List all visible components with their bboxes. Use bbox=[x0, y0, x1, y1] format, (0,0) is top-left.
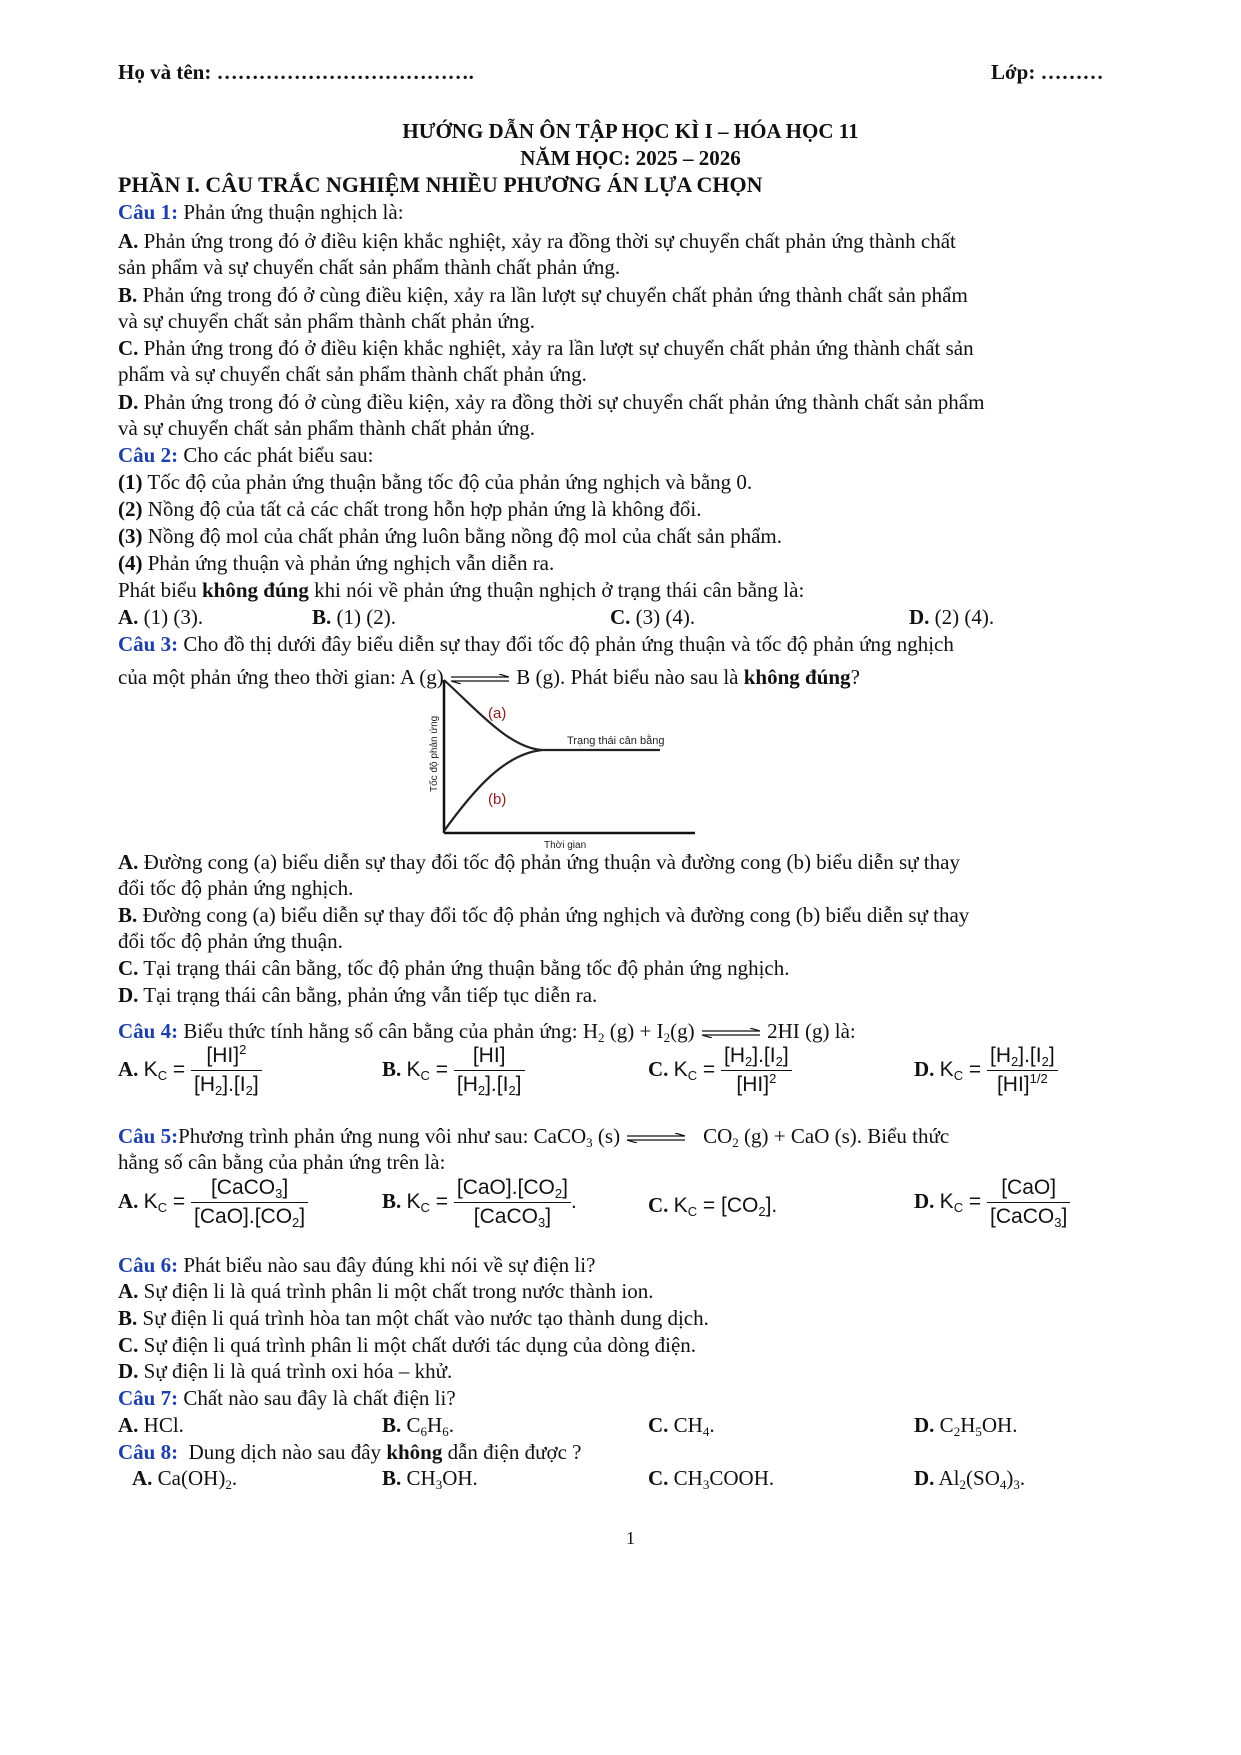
option-a-cont: đổi tốc độ phản ứng nghịch. bbox=[118, 876, 354, 900]
option-label: B. bbox=[118, 1306, 138, 1330]
option-label: A. bbox=[118, 605, 139, 629]
question-number: Câu 1: bbox=[118, 200, 179, 224]
option-b bbox=[118, 901, 1143, 930]
option-text: $CH_3OH$. bbox=[406, 1466, 478, 1492]
option-label: C. bbox=[118, 956, 139, 980]
option-label: D. bbox=[914, 1466, 935, 1490]
option-label: D. bbox=[914, 1057, 935, 1082]
option-label: D. bbox=[118, 983, 139, 1007]
stem-text: (g) + CaO (s). Biểu thức bbox=[744, 1124, 950, 1148]
option-label: A. bbox=[118, 229, 139, 253]
curve-b-label: (b) bbox=[488, 791, 507, 808]
question-stem: Phát biểu nào sau đây đúng khi nói về sự điện li? bbox=[183, 1253, 596, 1277]
stem-emphasis: không đúng bbox=[743, 665, 851, 689]
stem-text: B (g). Phát biểu nào sau là bbox=[516, 665, 739, 689]
formula: $K_C = [CO_2]$. bbox=[673, 1194, 778, 1219]
stem-text: Biểu thức tính hằng số cân bằng của phản ứng: H bbox=[183, 1019, 599, 1043]
stem-text: (g) bbox=[670, 1019, 695, 1043]
option-text: $C_2H_5OH$. bbox=[939, 1413, 1018, 1439]
statement-2 bbox=[118, 495, 1143, 524]
stem-text: Phương trình phản ứng nung vôi như sau: CaCO bbox=[178, 1124, 587, 1148]
statement-number: (4) bbox=[118, 551, 143, 575]
ask-text: khi nói về phản ứng thuận nghịch ở trạng thái cân bằng là: bbox=[314, 578, 805, 602]
option-c bbox=[648, 1464, 774, 1493]
stem-text: (s) bbox=[597, 1124, 621, 1148]
question-number: Câu 3: bbox=[118, 632, 179, 656]
statement-number: (3) bbox=[118, 524, 143, 548]
option-label: D. bbox=[118, 390, 139, 414]
x-axis-label: Thời gian bbox=[544, 840, 587, 851]
stem-text: ? bbox=[850, 665, 860, 689]
option-text: $CH_4$. bbox=[673, 1413, 715, 1439]
option-label: D. bbox=[914, 1413, 935, 1437]
page-number: 1 bbox=[626, 1528, 635, 1548]
curve-a-label: (a) bbox=[488, 705, 507, 722]
option-label: C. bbox=[118, 336, 139, 360]
statement-4 bbox=[118, 549, 1143, 578]
formula: $K_C$ = $\frac{[HI]^2}{[H_2].[I_2]}$ bbox=[144, 1058, 262, 1081]
option-b-cont: đổi tốc độ phản ứng thuận. bbox=[118, 929, 343, 953]
option-text: Phản ứng trong đó ở điều kiện khắc nghiệt, xảy ra đồng thời sự chuyển chất phản ứng thành chất bbox=[143, 229, 956, 253]
question-4: Câu 4: Biểu thức tính hằng số cân bằng của phản ứng: $H_2$ $(g) + I_2(g)$ 2HI (g) là: bbox=[118, 1019, 856, 1045]
question-7 bbox=[118, 1384, 1143, 1413]
stem-text: CO bbox=[703, 1124, 733, 1148]
rate-time-graph bbox=[420, 668, 700, 858]
option-a bbox=[118, 1175, 308, 1230]
option-label: B. bbox=[382, 1466, 402, 1490]
option-text: Sự điện li quá trình hòa tan một chất vào nước tạo thành dung dịch. bbox=[142, 1306, 709, 1330]
option-label: A. bbox=[118, 1279, 139, 1303]
option-text: Phản ứng trong đó ở cùng điều kiện, xảy ra lần lượt sự chuyển chất phản ứng thành chất sản phẩm bbox=[142, 283, 968, 307]
stem-text: Dung dịch nào sau đây bbox=[188, 1440, 382, 1464]
statement-text: Tốc độ của phản ứng thuận bằng tốc độ của phản ứng nghịch và bằng 0. bbox=[147, 470, 753, 494]
option-text: Tại trạng thái cân bằng, tốc độ phản ứng thuận bằng tốc độ phản ứng nghịch. bbox=[143, 956, 790, 980]
option-d bbox=[118, 1357, 1143, 1386]
option-c bbox=[648, 1191, 777, 1220]
option-a bbox=[118, 1043, 262, 1098]
question-number: Câu 4: bbox=[118, 1019, 179, 1043]
class-label: Lớp: ……… bbox=[991, 60, 1104, 84]
option-c-cont: phẩm và sự chuyển chất sản phẩm thành chất phản ứng. bbox=[118, 362, 587, 386]
stem-text: dẫn điện được ? bbox=[447, 1440, 582, 1464]
option-a bbox=[118, 1411, 184, 1440]
option-text: $C_6H_6$. bbox=[406, 1413, 454, 1439]
formula: $K_C$ = $\frac{[H_2].[I_2]}{[HI]^2}$ bbox=[674, 1058, 792, 1081]
option-text: (1) (3). bbox=[143, 605, 204, 629]
option-text: Sự điện li là quá trình oxi hóa – khử. bbox=[143, 1359, 453, 1383]
y-axis-label: Tốc độ phản ứng bbox=[429, 715, 440, 792]
equilibrium-arrow-icon bbox=[700, 1028, 762, 1038]
formula: $K_C$ = $\frac{[H_2].[I_2]}{[HI]^{1/2}}$ bbox=[940, 1058, 1058, 1081]
option-a bbox=[118, 603, 203, 632]
option-text: $Al_2(SO_4)_3$. bbox=[938, 1466, 1026, 1492]
option-text: Tại trạng thái cân bằng, phản ứng vẫn tiếp tục diễn ra. bbox=[143, 983, 598, 1007]
question-number: Câu 5: bbox=[118, 1124, 179, 1148]
option-text: Đường cong (a) biểu diễn sự thay đổi tốc độ phản ứng nghịch và đường cong (b) biểu diễn sự thay bbox=[142, 903, 970, 927]
option-c bbox=[118, 954, 1143, 983]
ask-emphasis: không đúng bbox=[202, 578, 309, 602]
option-b bbox=[118, 1304, 1143, 1333]
page-title: HƯỚNG DẪN ÔN TẬP HỌC KÌ I – HÓA HỌC 11 bbox=[402, 119, 859, 143]
question-stem: Cho các phát biểu sau: bbox=[183, 443, 374, 467]
option-label: A. bbox=[118, 1413, 139, 1437]
option-b bbox=[382, 1175, 577, 1230]
option-b bbox=[382, 1411, 454, 1440]
statement-text: Nồng độ của tất cả các chất trong hỗn hợp phản ứng là không đổi. bbox=[147, 497, 702, 521]
question-number: Câu 6: bbox=[118, 1253, 179, 1277]
option-text: Sự điện li quá trình phân li một chất dưới tác dụng của dòng điện. bbox=[143, 1333, 697, 1357]
equilibrium-arrow-icon bbox=[625, 1133, 687, 1143]
option-text: HCl. bbox=[143, 1413, 184, 1437]
name-label: Họ và tên: ………………………………. bbox=[118, 60, 474, 84]
option-label: A. bbox=[132, 1466, 153, 1490]
question-stem: Cho đồ thị dưới đây biểu diễn sự thay đổi tốc độ phản ứng thuận và tốc độ phản ứng nghịch bbox=[183, 632, 954, 656]
option-d bbox=[909, 603, 994, 632]
option-c bbox=[648, 1411, 715, 1440]
option-label: C. bbox=[648, 1193, 669, 1217]
question-3 bbox=[118, 630, 1143, 659]
stem-text: của một phản ứng theo thời gian: A (g) bbox=[118, 665, 444, 689]
question-2 bbox=[118, 441, 1143, 470]
question-5-stem-line2: hằng số cân bằng của phản ứng trên là: bbox=[118, 1150, 446, 1174]
question-number: Câu 2: bbox=[118, 443, 179, 467]
stem-text: 2HI (g) là: bbox=[767, 1019, 856, 1043]
stem-text: (g) + I bbox=[609, 1019, 664, 1043]
option-b bbox=[312, 603, 396, 632]
question-number: Câu 7: bbox=[118, 1386, 179, 1410]
formula: $K_C$ = $\frac{[HI]}{[H_2].[I_2]}$ bbox=[407, 1058, 525, 1081]
option-c bbox=[610, 603, 695, 632]
question-2-ask bbox=[118, 576, 1143, 605]
formula: $K_C$ = $\frac{\text{[CaO]}}{[CaCO_3]}$ bbox=[940, 1190, 1071, 1213]
question-5: Câu 5:Phương trình phản ứng nung vôi như sau: CaCO$_3$ (s) $CO_2$ (g) + CaO (s). Biểu thức bbox=[118, 1124, 950, 1150]
ask-text: Phát biểu bbox=[118, 578, 197, 602]
statement-number: (2) bbox=[118, 497, 143, 521]
option-text: Phản ứng trong đó ở cùng điều kiện, xảy ra đồng thời sự chuyển chất phản ứng thành chất sản phẩm bbox=[143, 390, 985, 414]
option-text: Sự điện li là quá trình phân li một chất trong nước thành ion. bbox=[143, 1279, 654, 1303]
option-label: B. bbox=[118, 903, 138, 927]
option-d bbox=[914, 1411, 1017, 1440]
statement-text: Phản ứng thuận và phản ứng nghịch vẫn diễn ra. bbox=[147, 551, 555, 575]
option-b-cont: và sự chuyển chất sản phẩm thành chất phản ứng. bbox=[118, 309, 535, 333]
formula: $K_C$ = $\frac{[CaO].[CO_2]}{[CaCO_3]}$ . bbox=[406, 1176, 577, 1230]
option-a bbox=[118, 227, 1143, 256]
option-label: D. bbox=[118, 1359, 139, 1383]
question-8 bbox=[118, 1438, 1143, 1467]
option-a bbox=[132, 1464, 237, 1493]
option-c bbox=[118, 334, 1143, 363]
option-label: A. bbox=[118, 1057, 139, 1082]
formula: $K_C$ = $\frac{[CaCO_3]}{[CaO].[CO_2]}$ bbox=[144, 1190, 308, 1213]
option-b bbox=[382, 1464, 478, 1493]
statement-text: Nồng độ mol của chất phản ứng luôn bằng nồng độ mol của chất sản phẩm. bbox=[147, 524, 782, 548]
option-label: B. bbox=[382, 1189, 402, 1214]
option-text: Phản ứng trong đó ở điều kiện khắc nghiệt, xảy ra lần lượt sự chuyển chất phản ứng thành chất sản bbox=[143, 336, 974, 360]
option-a-cont: sản phẩm và sự chuyển chất sản phẩm thành chất phản ứng. bbox=[118, 255, 621, 279]
option-label: C. bbox=[118, 1333, 139, 1357]
question-stem: Chất nào sau đây là chất điện li? bbox=[183, 1386, 456, 1410]
statement-3 bbox=[118, 522, 1143, 551]
option-text: $Ca(OH)_2$. bbox=[157, 1466, 238, 1492]
option-label: B. bbox=[118, 283, 138, 307]
question-stem: Phản ứng thuận nghịch là: bbox=[183, 200, 404, 224]
option-b bbox=[118, 281, 1143, 310]
option-d bbox=[118, 388, 1143, 417]
option-label: D. bbox=[914, 1189, 935, 1214]
option-label: B. bbox=[382, 1413, 402, 1437]
option-label: C. bbox=[610, 605, 631, 629]
option-label: D. bbox=[909, 605, 930, 629]
option-text: $CH_3COOH$. bbox=[673, 1466, 775, 1492]
option-text: Đường cong (a) biểu diễn sự thay đổi tốc độ phản ứng thuận và đường cong (b) biểu diễn sự thay bbox=[143, 850, 960, 874]
option-c bbox=[118, 1331, 1143, 1360]
section-title: PHẦN I. CÂU TRẮC NGHIỆM NHIỀU PHƯƠNG ÁN LỰA CHỌN bbox=[118, 172, 763, 197]
option-d-cont: và sự chuyển chất sản phẩm thành chất phản ứng. bbox=[118, 416, 535, 440]
option-a bbox=[118, 1277, 1143, 1306]
option-a bbox=[118, 848, 1143, 877]
option-label: C. bbox=[648, 1413, 669, 1437]
option-d bbox=[914, 1175, 1070, 1230]
option-label: A. bbox=[118, 850, 139, 874]
statement-number: (1) bbox=[118, 470, 143, 494]
option-d bbox=[914, 1043, 1058, 1098]
option-b bbox=[382, 1043, 525, 1098]
question-1 bbox=[118, 198, 1143, 227]
option-text: (3) (4). bbox=[635, 605, 696, 629]
option-text: (1) (2). bbox=[336, 605, 396, 629]
option-d bbox=[914, 1464, 1025, 1493]
option-text: (2) (4). bbox=[934, 605, 995, 629]
option-c bbox=[648, 1043, 792, 1098]
option-label: B. bbox=[312, 605, 332, 629]
stem-emphasis: không bbox=[386, 1440, 443, 1464]
question-6 bbox=[118, 1251, 1143, 1280]
option-d bbox=[118, 981, 1143, 1010]
equilibrium-label: Trạng thái cân bằng bbox=[567, 735, 665, 747]
option-label: C. bbox=[648, 1466, 669, 1490]
question-number: Câu 8: bbox=[118, 1440, 179, 1464]
statement-1 bbox=[118, 468, 1143, 497]
school-year: NĂM HỌC: 2025 – 2026 bbox=[520, 146, 741, 170]
option-label: A. bbox=[118, 1189, 139, 1214]
option-label: C. bbox=[648, 1057, 669, 1082]
option-label: B. bbox=[382, 1057, 402, 1082]
